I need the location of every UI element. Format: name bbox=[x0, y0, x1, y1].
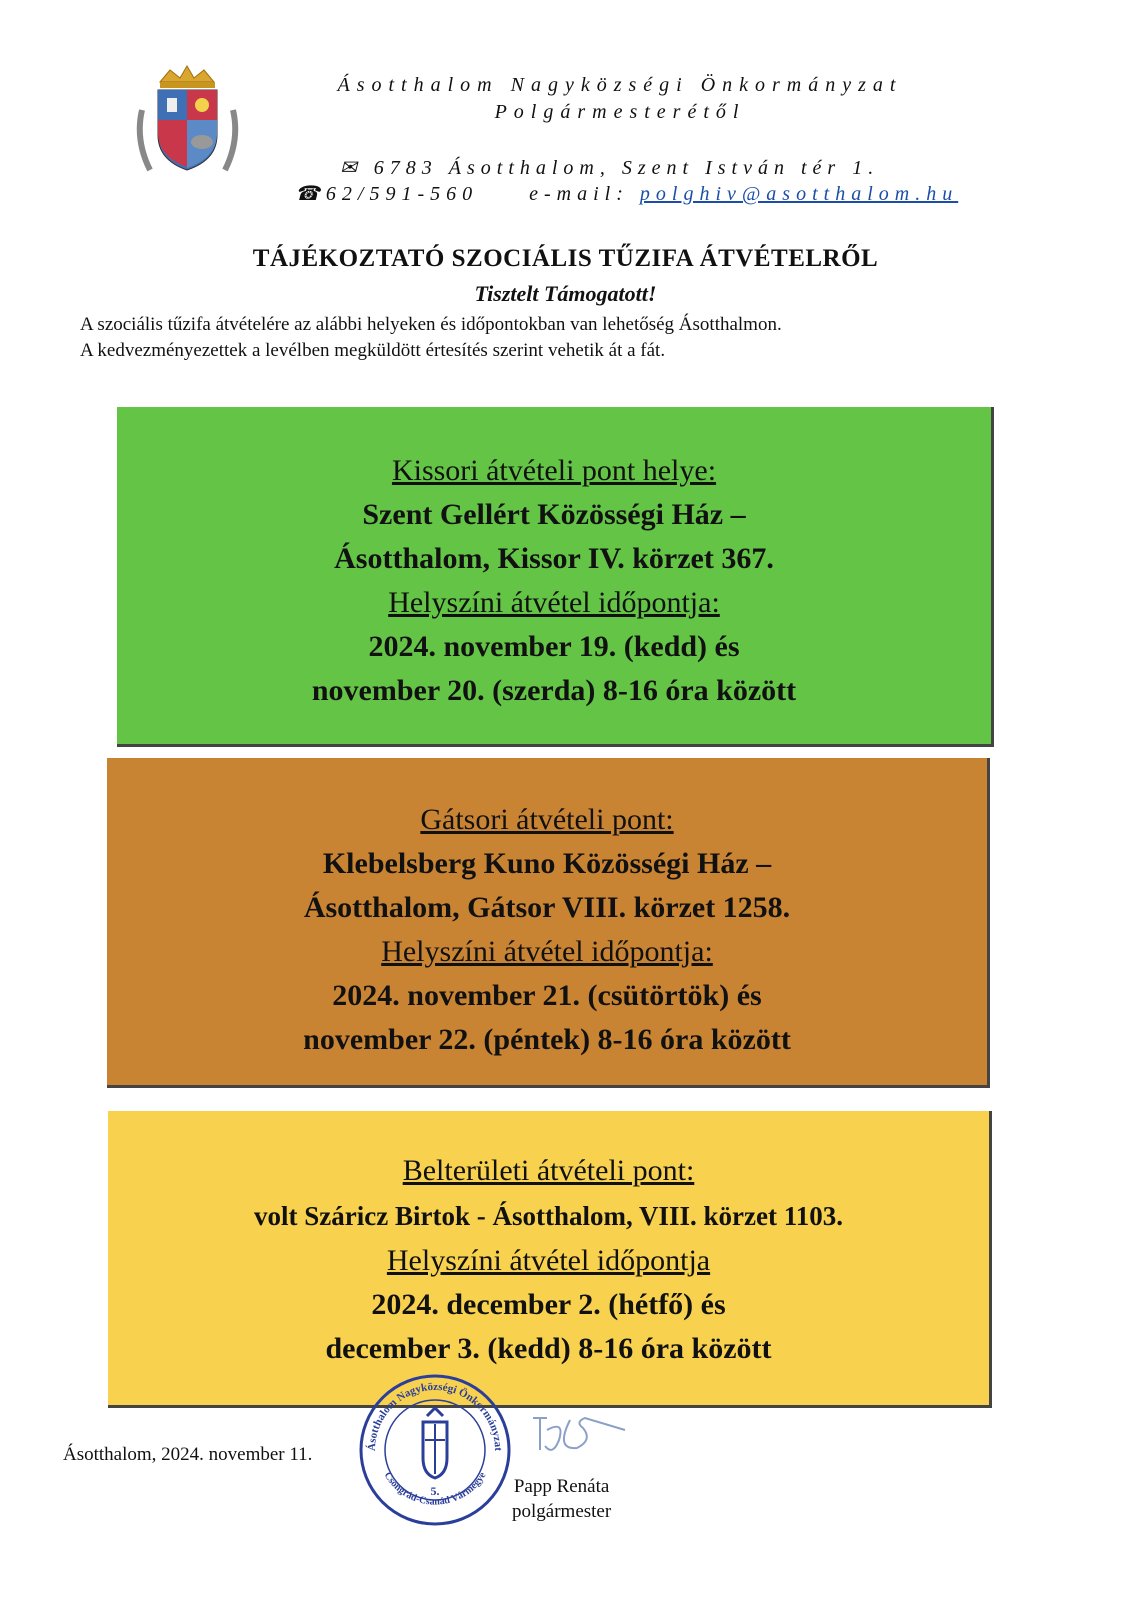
official-stamp bbox=[355, 1370, 515, 1530]
point-time-label: Helyszíni átvétel időpontja: bbox=[388, 586, 720, 619]
point-place: Szent Gellért Közösségi Ház – bbox=[362, 498, 746, 531]
intro-line: A kedvezményezettek a levélben megküldött értesítés szerint vehetik át a fát. bbox=[80, 340, 666, 361]
point-date: november 20. (szerda) 8-16 óra között bbox=[311, 674, 797, 707]
envelope-icon: ✉ bbox=[340, 157, 363, 179]
stamp-number: 5. bbox=[430, 1484, 440, 1498]
email-label: e-mail: bbox=[529, 183, 629, 205]
address-text: 6783 Ásotthalom, Szent István tér 1. bbox=[373, 157, 880, 179]
telephone-icon: ☎ bbox=[295, 183, 326, 205]
signer-title: polgármester bbox=[512, 1501, 612, 1522]
salutation: Tisztelt Támogatott! bbox=[474, 281, 657, 306]
point-date: november 22. (péntek) 8-16 óra között bbox=[303, 1023, 791, 1056]
point-heading: Gátsori átvételi pont: bbox=[420, 803, 674, 836]
intro-text bbox=[80, 312, 1070, 364]
stamp-text-top: Ásotthalom Nagyközségi Önkormányzat bbox=[365, 1380, 505, 1452]
handwritten-signature bbox=[525, 1410, 635, 1470]
point-date: 2024. december 2. (hétfő) és bbox=[371, 1288, 726, 1321]
letterhead-line2: Polgármesterétől bbox=[494, 101, 746, 123]
point-place: Ásotthalom, Kissor IV. körzet 367. bbox=[334, 542, 774, 575]
point-place: Klebelsberg Kuno Közösségi Ház – bbox=[322, 847, 772, 880]
point-time-label: Helyszíni átvétel időpontja: bbox=[381, 935, 713, 968]
signature-block bbox=[512, 1474, 611, 1524]
point-place: volt Száricz Birtok - Ásotthalom, VIII. körzet 1103. bbox=[254, 1201, 843, 1231]
coat-of-arms-logo bbox=[130, 60, 245, 185]
point-date: 2024. november 21. (csütörtök) és bbox=[332, 979, 762, 1012]
signer-name: Papp Renáta bbox=[513, 1476, 610, 1497]
pickup-point-gatsor bbox=[107, 758, 990, 1088]
letterhead-contact bbox=[295, 181, 958, 206]
point-heading: Kissori átvételi pont helye: bbox=[391, 454, 717, 487]
pickup-point-kissor bbox=[117, 407, 994, 747]
email-link[interactable]: polghiv@asotthalom.hu bbox=[639, 183, 959, 205]
point-date: 2024. november 19. (kedd) és bbox=[368, 630, 740, 663]
point-place: Ásotthalom, Gátsor VIII. körzet 1258. bbox=[303, 891, 791, 924]
letterhead-address bbox=[340, 155, 879, 180]
point-time-label: Helyszíni átvétel időpontja bbox=[386, 1244, 711, 1277]
point-date: december 3. (kedd) 8-16 óra között bbox=[325, 1332, 772, 1365]
document-title: TÁJÉKOZTATÓ SZOCIÁLIS TŰZIFA ÁTVÉTELRŐL bbox=[252, 245, 879, 272]
intro-line: A szociális tűzifa átvételére az alábbi helyeken és időpontokban van lehetőség Ásotthalmon. bbox=[80, 314, 782, 335]
place-date: Ásotthalom, 2024. november 11. bbox=[63, 1444, 313, 1465]
pickup-point-belterulet bbox=[108, 1111, 992, 1408]
phone-text: 62/591-560 bbox=[325, 183, 479, 205]
letterhead-line1: Ásotthalom Nagyközségi Önkormányzat bbox=[337, 74, 903, 96]
stamp-text-bottom: Csongrád-Csanád Vármegye bbox=[381, 1470, 489, 1508]
point-heading: Belterületi átvételi pont: bbox=[402, 1154, 695, 1187]
